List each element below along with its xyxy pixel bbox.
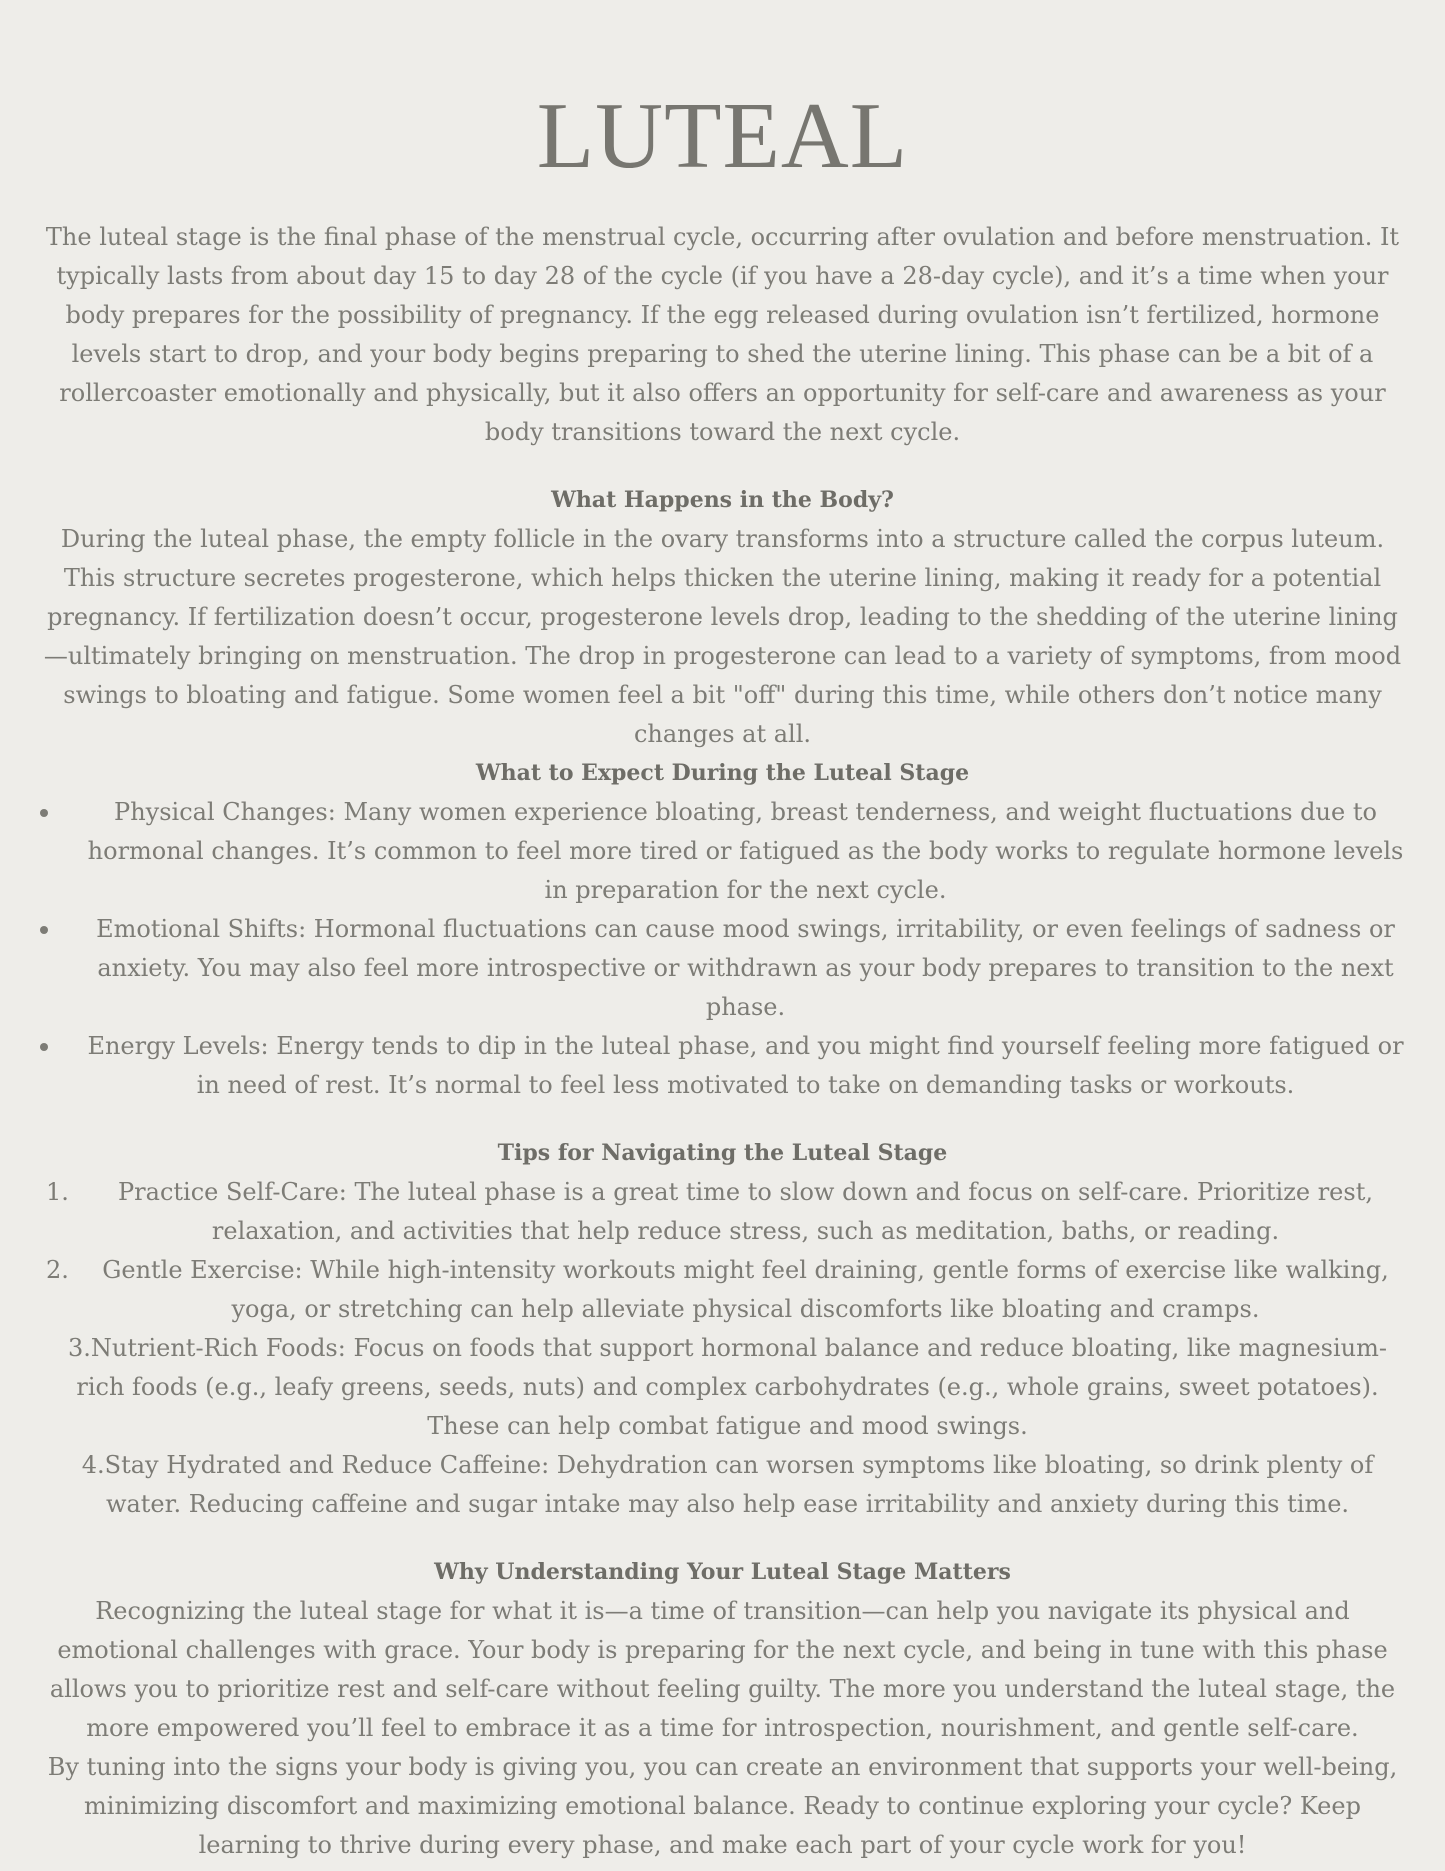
list-item-text: Gentle Exercise: While high-intensity workouts might feel draining, gentle forms of exercise like walking, yoga, or stretching can help alleviate physical discomforts like bloating and cramps. [102, 1256, 1389, 1323]
body-section-text: During the luteal phase, the empty follicle in the ovary transforms into a structure called the corpus luteum. This structure secretes progesterone, which helps thicken the uterine lining, making it ready for a potential pregnancy. If fertilization doesn’t occur, progesterone levels drop, leading to the shedding of the uterine lining—ultimately bringing on menstruation. The drop in progesterone can lead to a variety of symptoms, from mood swings to bloating and fatigue. Some women feel a bit "off" during this time, while others don’t notice many changes at all. [43, 525, 1402, 748]
document-page [36, 0, 1409, 1865]
list-item [36, 1446, 1409, 1524]
list-number: 1. [46, 1178, 69, 1206]
tips-list [36, 1173, 1409, 1524]
list-item [36, 1251, 1409, 1329]
list-number: 3. [67, 1334, 91, 1362]
spacer [36, 1105, 1409, 1134]
list-number: 4. [81, 1451, 105, 1479]
spacer [36, 452, 1409, 481]
list-item: Physical Changes: Many women experience bloating, breast tenderness, and weight fluctuations due to hormonal changes. It’s common to feel more tired or fatigued as the body works to regulate hormone levels in preparation for the next cycle. [36, 793, 1409, 910]
list-item [36, 1329, 1409, 1446]
body-section-heading: What Happens in the Body? [551, 487, 894, 513]
list-item: Energy Levels: Energy tends to dip in the luteal phase, and you might find yourself feeling more fatigued or in need of rest. It’s normal to feel less motivated to take on demanding tasks or workouts. [36, 1027, 1409, 1105]
list-item-text: Nutrient-Rich Foods: Focus on foods that support hormonal balance and reduce bloating, like magnesium-rich foods (e.g., leafy greens, seeds, nuts) and complex carbohydrates (e.g., whole grains, sweet potatoes). These can help combat fatigue and mood swings. [76, 1334, 1387, 1440]
spacer [36, 1524, 1409, 1553]
why-paragraph-1: Recognizing the luteal stage for what it is—a time of transition—can help you navigate its physical and emotional challenges with grace. Your body is preparing for the next cycle, and being in tune with this phase allows you to prioritize rest and self-care without feeling guilty. The more you understand the luteal stage, the more empowered you’ll feel to embrace it as a time for introspection, nourishment, and gentle self-care. [49, 1597, 1396, 1742]
page-title: LUTEAL [536, 84, 909, 188]
expect-section-heading: What to Expect During the Luteal Stage [475, 760, 970, 786]
intro-paragraph: The luteal stage is the final phase of the menstrual cycle, occurring after ovulation and before menstruation. It typically lasts from about day 15 to day 28 of the cycle (if you have a 28-day cycle), and it’s a time when your body prepares for the possibility of pregnancy. If the egg released during ovulation isn’t fertilized, hormone levels start to drop, and your body begins preparing to shed the uterine lining. This phase can be a bit of a rollercoaster emotionally and physically, but it also offers an opportunity for self-care and awareness as your body transitions toward the next cycle. [45, 223, 1400, 446]
tips-section-heading: Tips for Navigating the Luteal Stage [497, 1140, 948, 1166]
list-item: Emotional Shifts: Hormonal fluctuations can cause mood swings, irritability, or even feelings of sadness or anxiety. You may also feel more introspective or withdrawn as your body prepares to transition to the next phase. [36, 910, 1409, 1027]
list-number: 2. [46, 1256, 69, 1284]
why-paragraph-2: By tuning into the signs your body is giving you, you can create an environment that supports your well-being, minimizing discomfort and maximizing emotional balance. Ready to continue exploring your cycle? Keep learning to thrive during every phase, and make each part of your cycle work for you! [47, 1753, 1398, 1859]
why-section-heading: Why Understanding Your Luteal Stage Matters [434, 1559, 1011, 1585]
expect-list [36, 793, 1409, 1105]
list-item-text: Stay Hydrated and Reduce Caffeine: Dehydration can worsen symptoms like bloating, so drink plenty of water. Reducing caffeine and sugar intake may also help ease irritability and anxiety during this time. [104, 1451, 1374, 1518]
list-item-text: Practice Self-Care: The luteal phase is a great time to slow down and focus on self-care. Prioritize rest, relaxation, and activities that help reduce stress, such as meditation, baths, or reading. [118, 1178, 1373, 1245]
list-item [36, 1173, 1409, 1251]
